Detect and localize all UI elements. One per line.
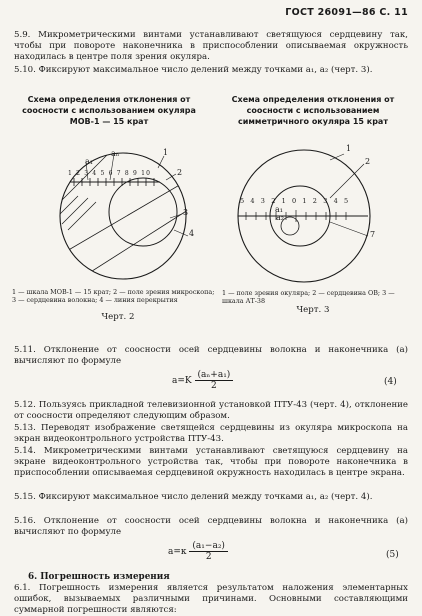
figure-3-diagram [218, 140, 388, 290]
figure-3-caption: Схема определения отклонения от соосности с использованием симметричного окуляра 15 крат [231, 95, 395, 126]
formula-4-number: (4) [384, 377, 397, 387]
paragraph-5-16: 5.16. Отклонение от соосности осей сердцевины волокна и наконечника (a) вычисляют по формуле [14, 516, 408, 537]
label-a2: a₂ [276, 213, 284, 222]
formula-5-denominator: 2 [205, 552, 212, 562]
formula-5-lhs: a=к [168, 547, 187, 557]
label-a1: a₁ [85, 157, 93, 166]
formula-5-fraction [189, 541, 228, 562]
section-6-heading: 6. Погрешность измерения [28, 572, 170, 582]
label-3: 3 [183, 208, 189, 217]
label-1-right: 1 [346, 144, 352, 153]
page-header: ГОСТ 26091—86 С. 11 [285, 7, 408, 18]
label-a1-right: a₁ [275, 205, 283, 214]
paragraph-5-10: 5.10. Фиксируют максимальное число делений между точками a₁, a₂ (черт. 3). [14, 65, 373, 75]
at38-scale-numbers: 5 4 3 2 1 0 1 2 3 4 5 [240, 197, 351, 205]
overlap-lines [60, 180, 188, 280]
formula-4-lhs: a=K [172, 376, 192, 386]
formula-4-fraction [195, 370, 234, 391]
formula-5-number: (5) [386, 550, 399, 560]
figure-3-legend: 1 — поле зрения окуляра; 2 — сердцевина ОВ; 3 — шкала АТ-38 [222, 289, 395, 305]
paragraph-5-12: 5.12. Пользуясь прикладной телевизионной установкой ПТУ-43 (черт. 4), отклонение от соосности определяют следующим образом. [14, 400, 408, 421]
paragraph-6-1: 6.1. Погрешность измерения является результатом наложения элементарных ошибок, вызываемых различными причинами. Основными составляющими суммарной погрешности являются: [14, 583, 408, 615]
figure-3-number: Черт. 3 [296, 305, 330, 315]
mov-scale-numbers: 1 2 3 4 5 6 7 8 9 10 [68, 170, 152, 177]
paragraph-5-11: 5.11. Отклонение от соосности осей сердцевины волокна и наконечника (a) вычисляют по формуле [14, 345, 408, 366]
label-2: 2 [177, 168, 183, 177]
figure-2-number: Черт. 2 [101, 312, 135, 322]
label-4: 4 [189, 229, 195, 238]
paragraph-5-9: 5.9. Микрометрическими винтами устанавливают светящуюся сердцевину так, чтобы при повороте наконечника в приспособлении описываемая окружность находилась в центре поля зрения окуляра. [14, 30, 408, 62]
paragraph-5-14: 5.14. Микрометрическими винтами устанавливают светящуюся сердцевину на экране видеоконтрольного устройства так, чтобы при повороте наконечника в приспособлении описываемая сердцевиной окружность находилась в центре экрана. [14, 446, 408, 478]
formula-5 [168, 541, 228, 562]
figure-2-caption: Схема определения отклонения от соосности с использованием окуляра МОВ-1 — 15 крат [22, 95, 196, 126]
fiber-core-circle [109, 178, 177, 246]
label-2-right: 2 [365, 157, 371, 166]
paragraph-5-13: 5.13. Переводят изображение светящейся сердцевины из окуляра микроскопа на экран видеоконтрольного устройства ПТУ-43. [14, 423, 408, 444]
paragraph-5-15: 5.15. Фиксируют максимальное число делений между точками a₁, a₂ (черт. 4). [14, 492, 373, 502]
formula-4-numerator: (aₙ+a₁) [195, 370, 234, 381]
formula-5-numerator: (a₁−a₂) [189, 541, 228, 552]
label-an: aₙ [111, 149, 120, 158]
formula-4-denominator: 2 [211, 381, 217, 391]
figure-2-legend: 1 — шкала МОВ-1 — 15 крат; 2 — поле зрения микроскопа; 3 — сердцевина волокна; 4 — линия перекрытия [12, 288, 215, 304]
label-1: 1 [163, 148, 169, 157]
label-7: 7 [370, 230, 376, 239]
formula-4 [172, 370, 233, 391]
